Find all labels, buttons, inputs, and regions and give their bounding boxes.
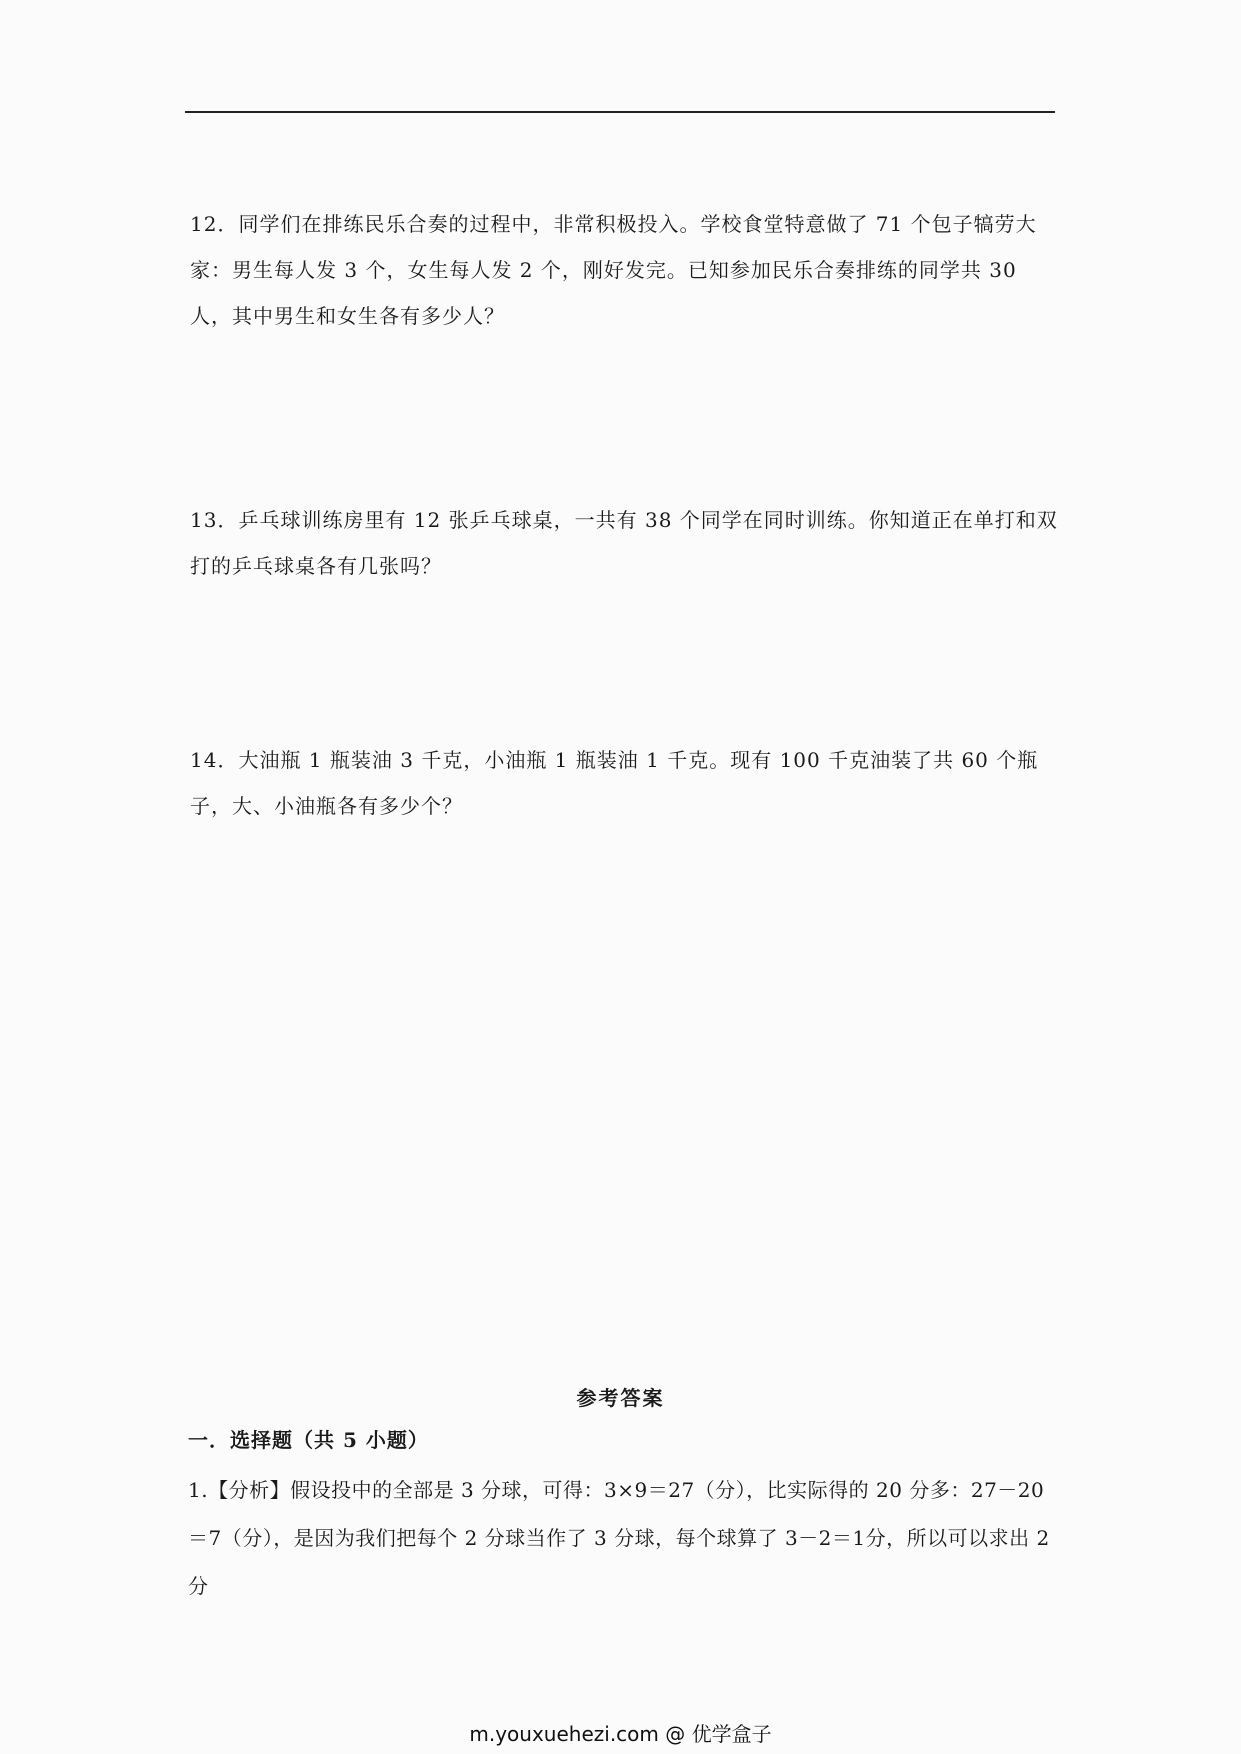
footer-watermark: m.youxuehezi.com @ 优学盒子 xyxy=(469,1722,772,1746)
question-13: 13．乒乓球训练房里有 12 张乒乓球桌，一共有 38 个同学在同时训练。你知道正在单打和双打的乒乓球桌各有几张吗？ xyxy=(190,508,1058,578)
question-14: 14．大油瓶 1 瓶装油 3 千克，小油瓶 1 瓶装油 1 千克。现有 100 千克油装了共 60 个瓶子，大、小油瓶各有多少个？ xyxy=(190,748,1039,818)
section-title: 一．选择题（共 5 小题） xyxy=(188,1428,429,1452)
header-divider xyxy=(185,111,1055,113)
answer-key-title: 参考答案 xyxy=(576,1386,665,1410)
answer-1-analysis: 1.【分析】假设投中的全部是 3 分球，可得：3×9＝27（分），比实际得的 20 分多：27－20＝7（分），是因为我们把每个 2 分球当作了 3 分球，每个球算了 3－2＝1分，所以可以求出 2 分 xyxy=(188,1478,1050,1598)
question-12: 12．同学们在排练民乐合奏的过程中，非常积极投入。学校食堂特意做了 71 个包子犒劳大家：男生每人发 3 个，女生每人发 2 个，刚好发完。已知参加民乐合奏排练的同学共 30 人，其中男生和女生各有多少人？ xyxy=(190,212,1037,328)
